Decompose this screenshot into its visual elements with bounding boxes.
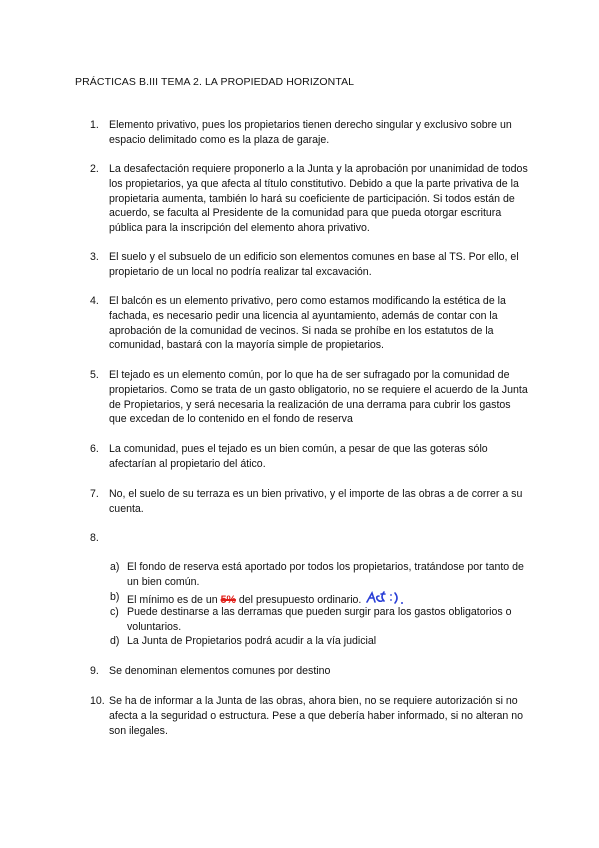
sub-answer-text: Puede destinarse a las derramas que pueden surgir para los gastos obligatorios o voluntarios. xyxy=(127,606,512,633)
sub-answer-label: c) xyxy=(110,606,119,618)
answer-text: El suelo y el subsuelo de un edificio son elementos comunes en base al TS. Por ello, el propietario de un local no podría realizar tal excavación. xyxy=(109,251,519,278)
answer-number: 5. xyxy=(90,369,99,381)
answer-number: 2. xyxy=(90,163,99,175)
answer-text: Se ha de informar a la Junta de las obras, ahora bien, no se requiere autorización si no afecta a la seguridad o estructura. Pese a que debería haber informado, si no alteran no son ilegales. xyxy=(109,695,524,737)
sub-answer-text-before: El mínimo es de un xyxy=(127,594,221,607)
answer-number: 10. xyxy=(90,695,105,707)
answer-number: 6. xyxy=(90,443,99,455)
answer-number: 9. xyxy=(90,665,99,677)
struck-value: 5% xyxy=(220,594,236,607)
sub-answer-d xyxy=(110,634,530,649)
answer-item-1 xyxy=(90,118,530,148)
answer-item-10 xyxy=(90,694,530,738)
answer-item-6 xyxy=(90,442,530,472)
answer-text: No, el suelo de su terraza es un bien privativo, y el importe de las obras a de correr a su cuenta. xyxy=(109,488,523,515)
answer-text: La desafectación requiere proponerlo a la Junta y la aprobación por unanimidad de todos los propietarios, ya que afecta al título constitutivo. Debido a que la parte privativa de la propietaria aumenta, también lo hará su coeficiente de participación. Si todos están de acuerdo, se faculta al Presidente de la comunidad para que pueda otorgar escritura pública para la inscripción del elemento ahora privativo. xyxy=(109,163,528,235)
answer-text: Elemento privativo, pues los propietarios tienen derecho singular y exclusivo sobre un espacio delimitado como es la plaza de garaje. xyxy=(109,119,512,146)
answer-number: 4. xyxy=(90,295,99,307)
sub-answer-a xyxy=(110,560,530,590)
answer-text: La comunidad, pues el tejado es un bien común, a pesar de que las goteras sólo afectarían al propietario del ático. xyxy=(109,443,488,470)
sub-answer-text-after: del presupuesto ordinario. xyxy=(235,594,362,607)
sub-answer-label: b) xyxy=(110,591,120,603)
answer-number: 7. xyxy=(90,488,99,500)
answer-number: 3. xyxy=(90,251,99,263)
sub-answer-text: La Junta de Propietarios podrá acudir a la vía judicial xyxy=(127,635,377,647)
sub-answer-label: d) xyxy=(110,635,120,647)
answer-item-7 xyxy=(90,487,530,517)
answer-item-9 xyxy=(90,664,530,679)
answer-item-5 xyxy=(90,368,530,427)
sub-answer-text: El fondo de reserva está aportado por todos los propietarios, tratándose por tanto de un bien común. xyxy=(127,561,524,588)
answer-number: 8. xyxy=(90,532,99,544)
sub-answer-label: a) xyxy=(110,561,120,573)
answer-text: Se denominan elementos comunes por destino xyxy=(109,665,331,677)
answer-text: El tejado es un elemento común, por lo que ha de ser sufragado por la comunidad de propietarios. Como se trata de un gasto obligatorio, no se requiere el acuerdo de la Junta de Propietarios, y será necesaria la realización de una derrama para cubrir los gastos que excedan de lo contenido en el fondo de reserva xyxy=(109,369,528,426)
answer-number: 1. xyxy=(90,119,99,131)
answer-item-2 xyxy=(90,162,530,236)
answer-item-4 xyxy=(90,294,530,353)
answer-text: El balcón es un elemento privativo, pero como estamos modificando la estética de la fachada, es necesario pedir una licencia al ayuntamiento, además de contar con la aprobación de la comunidad de vecinos. Si nada se prohíbe en los estatutos de la comunidad, bastará con la mayoría simple de propietarios. xyxy=(109,295,506,352)
sub-answer-c xyxy=(110,605,530,635)
answer-item-3 xyxy=(90,250,530,280)
page-title: PRÁCTICAS B.III TEMA 2. LA PROPIEDAD HORIZONTAL xyxy=(75,76,355,88)
